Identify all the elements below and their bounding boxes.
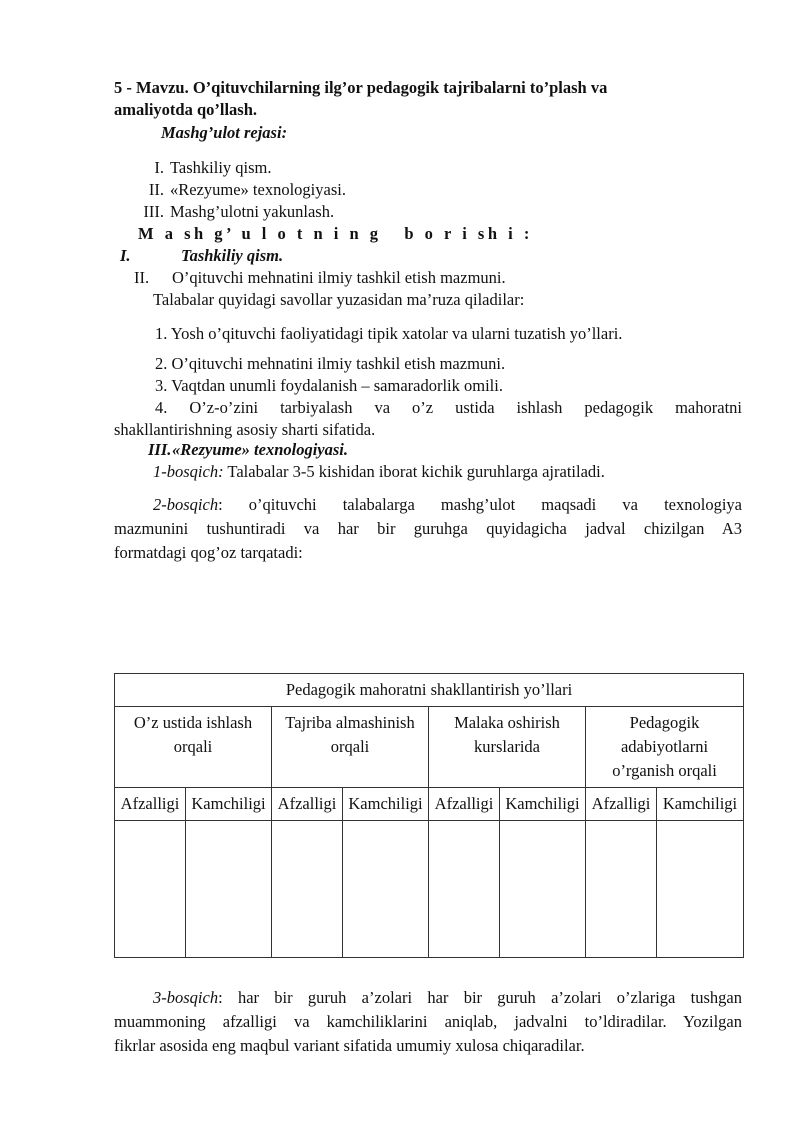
table-cell bbox=[343, 821, 429, 958]
question-3: 3. Vaqtdan unumli foydalanish – samaradorlik omili. bbox=[155, 376, 503, 395]
step-3-label: 3-bosqich bbox=[153, 988, 219, 1007]
plan-item-2 bbox=[114, 179, 346, 201]
section-2-number: II. bbox=[134, 268, 150, 287]
subheader-drawback: Kamchiligi bbox=[343, 788, 429, 821]
section-3-title: «Rezyume» texnologiyasi. bbox=[172, 440, 348, 459]
question-2: 2. O’qituvchi mehnatini ilmiy tashkil etish mazmuni. bbox=[155, 354, 506, 373]
subheader-advantage: Afzalligi bbox=[115, 788, 186, 821]
questions-intro: Talabalar quyidagi savollar yuzasidan ma’ruza qiladilar: bbox=[153, 290, 525, 309]
step-3-line-1 bbox=[153, 986, 742, 1010]
step-3-text-1: : har bir guruh a’zolari har bir guruh a’zolari o’zlariga tushgan bbox=[218, 988, 742, 1007]
pedagogical-skills-table bbox=[114, 673, 744, 958]
table-cell bbox=[429, 821, 500, 958]
plan-item-number: I. bbox=[154, 158, 164, 177]
table-cell bbox=[500, 821, 586, 958]
subheader-advantage: Afzalligi bbox=[272, 788, 343, 821]
table-empty-row bbox=[115, 821, 744, 958]
section-3-heading bbox=[148, 439, 348, 461]
plan-item-number: II. bbox=[148, 180, 164, 199]
group-header: Tajriba almashinish orqali bbox=[272, 707, 429, 788]
plan-item-text: «Rezyume» texnologiyasi. bbox=[170, 180, 346, 199]
section-1-title: Tashkiliy qism. bbox=[181, 246, 284, 265]
question-4: 4. O’z-o’zini tarbiyalash va o’z ustida ishlash pedagogik mahoratni bbox=[155, 398, 742, 417]
subheader-advantage: Afzalligi bbox=[586, 788, 657, 821]
plan-item-text: Mashg’ulotni yakunlash. bbox=[170, 202, 335, 221]
plan-item-text: Tashkiliy qism. bbox=[170, 158, 272, 177]
subheader-drawback: Kamchiligi bbox=[657, 788, 744, 821]
step-1-paragraph bbox=[153, 461, 605, 483]
plan-item-3 bbox=[114, 201, 334, 223]
group-header: Malaka oshirish kurslarida bbox=[429, 707, 586, 788]
step-2-line-2: mazmunini tushuntiradi va har bir guruhga quyidagicha jadval chizilgan A3 bbox=[114, 519, 742, 538]
step-1-label: 1-bosqich: bbox=[153, 462, 224, 481]
table-title-row bbox=[115, 674, 744, 707]
subheader-drawback: Kamchiligi bbox=[186, 788, 272, 821]
table-title: Pedagogik mahoratni shakllantirish yo’llari bbox=[115, 674, 744, 707]
table-group-row bbox=[115, 707, 744, 788]
section-3-number: III. bbox=[148, 440, 172, 459]
table-cell bbox=[657, 821, 744, 958]
question-1: 1. Yosh o’qituvchi faoliyatidagi tipik xatolar va ularni tuzatish yo’llari. bbox=[155, 324, 623, 343]
table-cell bbox=[115, 821, 186, 958]
question-4-continuation: shakllantirishning asosiy sharti sifatida. bbox=[114, 420, 376, 439]
step-2-text-1: : o’qituvchi talabalarga mashg’ulot maqsadi va texnologiya bbox=[218, 495, 742, 514]
plan-item-1 bbox=[114, 157, 272, 179]
subheader-drawback: Kamchiligi bbox=[500, 788, 586, 821]
group-header: Pedagogik adabiyotlarni o’rganish orqali bbox=[586, 707, 744, 788]
plan-item-number: III. bbox=[143, 202, 164, 221]
step-2-label: 2-bosqich bbox=[153, 495, 219, 514]
table-cell bbox=[586, 821, 657, 958]
group-header: O’z ustida ishlash orqali bbox=[115, 707, 272, 788]
step-2-line-1 bbox=[153, 493, 742, 517]
process-heading: M a sh g’ u l o t n i n g b o r i sh i : bbox=[138, 224, 533, 243]
topic-title-line-2: amaliyotda qo’llash. bbox=[114, 100, 258, 119]
section-2-heading bbox=[134, 267, 506, 289]
table-cell bbox=[272, 821, 343, 958]
step-3-line-2: muammoning afzalligi va kamchiliklarini aniqlab, jadvalni to’ldiradilar. Yozilgan bbox=[114, 1012, 742, 1031]
step-3-line-3: fikrlar asosida eng maqbul variant sifatida umumiy xulosa chiqaradilar. bbox=[114, 1036, 585, 1055]
section-1-heading bbox=[120, 245, 283, 267]
table-cell bbox=[186, 821, 272, 958]
step-2-line-3: formatdagi qog’oz tarqatadi: bbox=[114, 543, 303, 562]
section-2-title: O’qituvchi mehnatini ilmiy tashkil etish mazmuni. bbox=[172, 268, 506, 287]
section-1-number: I. bbox=[120, 246, 131, 265]
plan-heading: Mashg’ulot rejasi: bbox=[161, 123, 288, 142]
step-1-text: Talabalar 3-5 kishidan iborat kichik guruhlarga ajratiladi. bbox=[223, 462, 605, 481]
topic-title-line-1: 5 - Mavzu. O’qituvchilarning ilg’or pedagogik tajribalarni to’plash va bbox=[114, 78, 608, 97]
table-subheader-row bbox=[115, 788, 744, 821]
subheader-advantage: Afzalligi bbox=[429, 788, 500, 821]
